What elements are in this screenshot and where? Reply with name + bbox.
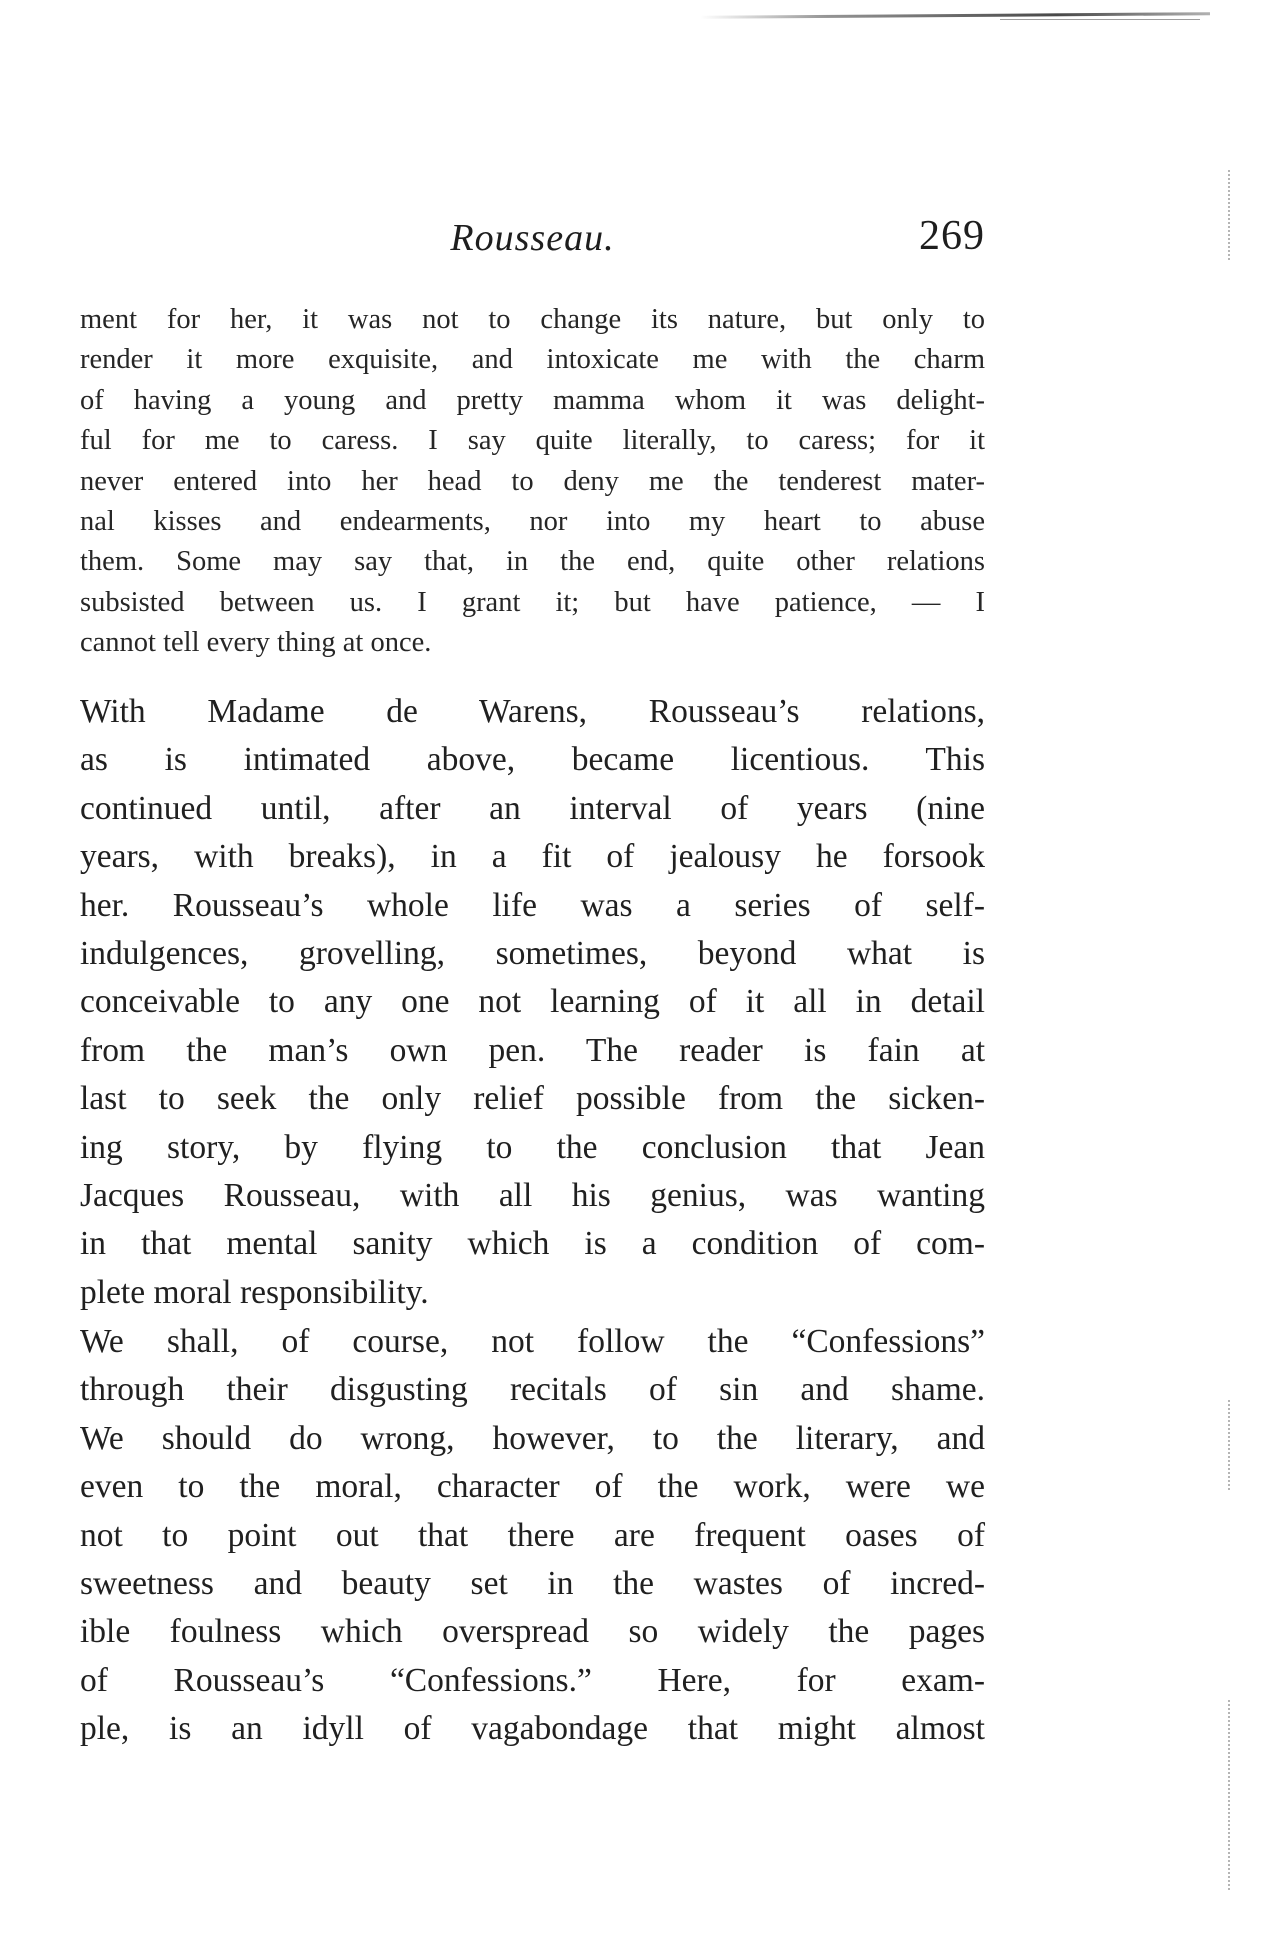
text-line: in that mental sanity which is a condition of com- (80, 1225, 985, 1263)
quote-line: nal kisses and endearments, nor into my heart to abuse (80, 505, 985, 537)
text-line: indulgences, grovelling, sometimes, beyond what is (80, 934, 985, 972)
quote-line: ful for me to caress. I say quite literally, to caress; for it (80, 425, 985, 457)
scan-edge-specks-bottom (1228, 1700, 1246, 1890)
text-line: of Rousseau’s “Confessions.” Here, for exam- (80, 1661, 985, 1699)
text-line: years, with breaks), in a fit of jealousy he forsook (80, 838, 985, 876)
text-line: through their disgusting recitals of sin and shame. (80, 1371, 985, 1409)
text-line: last to seek the only relief possible from the sicken- (80, 1080, 985, 1118)
text-line: as is intimated above, became licentious. This (80, 741, 985, 779)
text-line: continued until, after an interval of years (nine (80, 789, 985, 827)
text-line: We should do wrong, however, to the literary, and (80, 1419, 985, 1457)
text-line: With Madame de Warens, Rousseau’s relations, (80, 693, 985, 730)
paragraph-2 (80, 1318, 985, 1754)
text-line: Jacques Rousseau, with all his genius, was wanting (80, 1176, 985, 1214)
quote-line: cannot tell every thing at once. (80, 627, 432, 659)
text-line: sweetness and beauty set in the wastes of incred- (80, 1564, 985, 1602)
text-line: ible foulness which overspread so widely the pages (80, 1613, 985, 1651)
text-line: ing story, by flying to the conclusion that Jean (80, 1128, 985, 1166)
text-line: not to point out that there are frequent oases of (80, 1516, 985, 1554)
quote-line: never entered into her head to deny me the tenderest mater- (80, 465, 985, 497)
text-line: We shall, of course, not follow the “Confessions” (80, 1323, 985, 1360)
text-line: conceivable to any one not learning of it all in detail (80, 983, 985, 1021)
quote-line: of having a young and pretty mamma whom it was delight- (80, 384, 985, 416)
scan-edge-specks-middle (1228, 1400, 1246, 1490)
running-head (80, 212, 985, 268)
quote-line: ment for her, it was not to change its nature, but only to (80, 304, 985, 335)
quote-line: them. Some may say that, in the end, quite other relations (80, 546, 985, 578)
scan-edge-specks-top (1228, 170, 1246, 260)
text-line: plete moral responsibility. (80, 1273, 429, 1311)
text-line: ple, is an idyll of vagabondage that might almost (80, 1710, 985, 1748)
text-line: from the man’s own pen. The reader is fain at (80, 1031, 985, 1069)
running-title: Rousseau. (450, 217, 615, 259)
scan-edge-rule-secondary (1000, 19, 1200, 20)
quote-line: render it more exquisite, and intoxicate me with the charm (80, 344, 985, 376)
text-line: her. Rousseau’s whole life was a series of self- (80, 886, 985, 924)
paragraph-1 (80, 688, 985, 1317)
scan-edge-rule (700, 12, 1210, 19)
text-line: even to the moral, character of the work, were we (80, 1468, 985, 1506)
page-number: 269 (919, 213, 985, 259)
quote-line: subsisted between us. I grant it; but have patience, — I (80, 586, 985, 618)
block-quote (80, 300, 985, 664)
